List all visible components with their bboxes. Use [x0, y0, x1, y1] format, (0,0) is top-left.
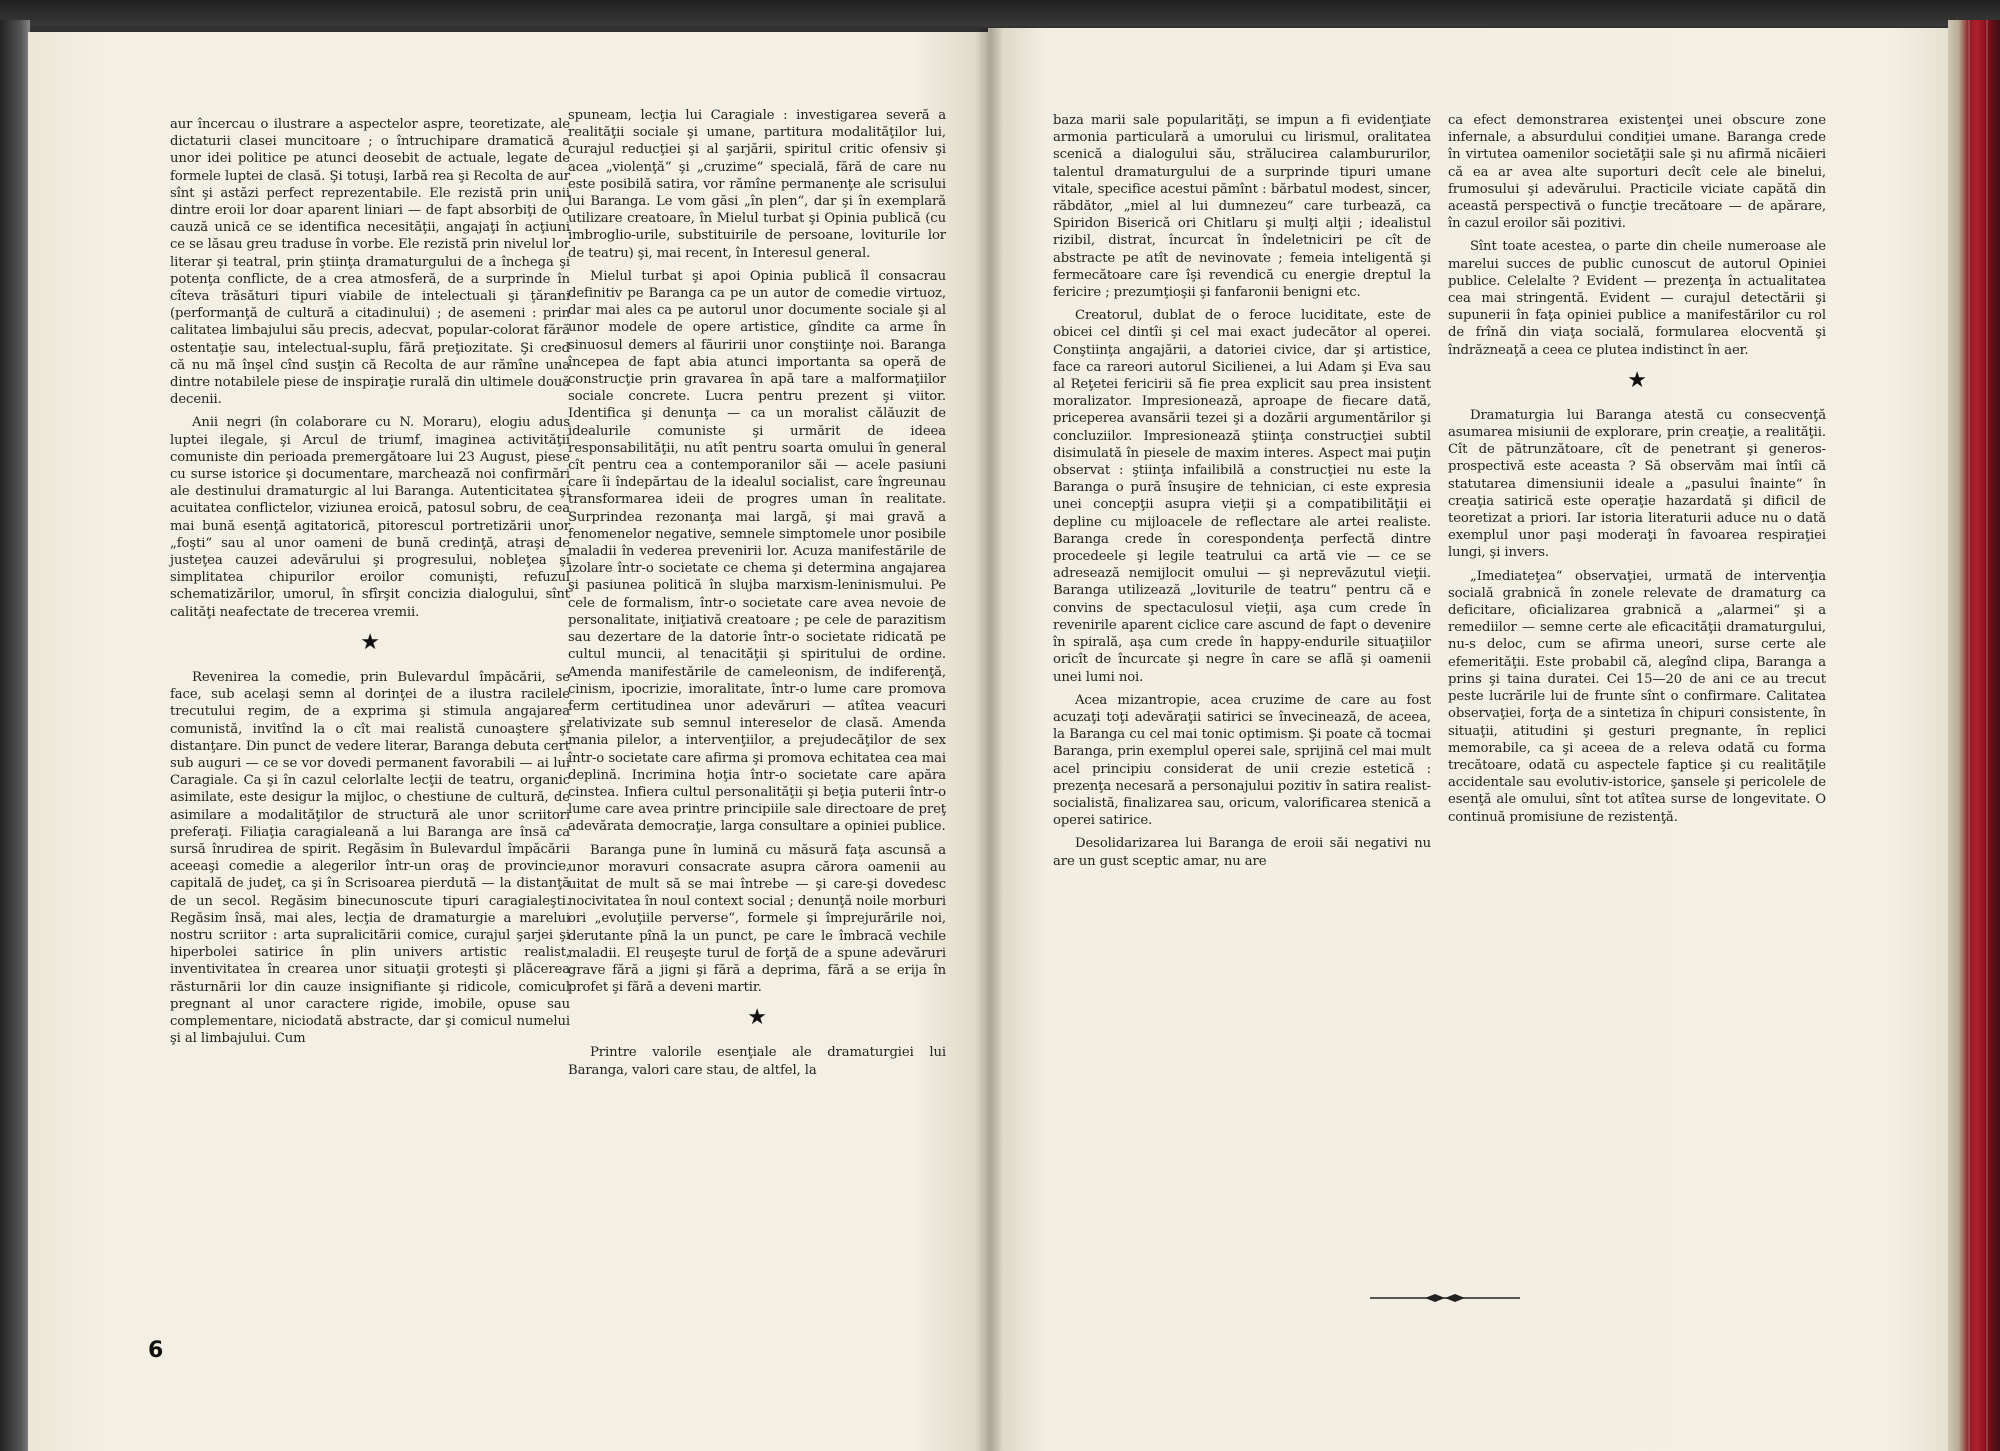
paragraph: Baranga pune în lumină cu măsură faţa ascunsă a unor moravuri consacrate asupra cărora oamenii au uitat de mult să se mai întrebe — şi care-şi dovedesc nocivitatea în noul context social ; denunţă noile morburi ori „evoluţiile perverse“, formele şi împrejurările noi, derutante pînă la un punct, pe care le îmbracă vechile maladii. El reuşeşte turul de forţă de a spune adevăruri grave fără a jigni şi fără a deprima, fără a se erija în profet şi fără a deveni martir.: [568, 842, 946, 996]
paragraph: Revenirea la comedie, prin Bulevardul împăcării, se face, sub acelaşi semn al dorinţei de a ilustra racilele trecutului regim, de a exprima şi stimula angajarea comunistă, invitînd la o cît mai realistă cunoaştere şi distanţare. Din punct de vedere literar, Baranga debuta cert sub auguri — ce se vor dovedi permanent favorabili — ai lui Caragiale. Ca şi în cazul celorlalte lecţii de teatru, organic asimilate, este desigur la mijloc, o chestiune de cultură, de asimilare a modalităţilor de structură ale unor scriitori preferaţi. Filiaţia caragialeană a lui Baranga are însă ca sursă înrudirea de spirit. Regăsim în Bulevardul împăcării aceeaşi comedie a alegerilor într-un oraş de provincie, capitală de judeţ, ca şi în Scrisoarea pierdută — la distanţă de un secol. Regăsim binecunoscute tipuri caragialeşti. Regăsim însă, mai ales, lecţia de dramaturgie a marelui nostru scriitor : arta supralicitării comice, curajul şarjei şi hiperbolei satirice în plin univers artistic realist, inventivitatea în crearea unor situaţii groteşti şi plăcerea răsturnării lor din cauze insignifiante şi ridicole, comicul pregnant al unor caractere rigide, imobile, opuse sau complementare, niciodată abstracte, dar şi comicul numelui şi al limbajului. Cum: [170, 669, 570, 1047]
book-gutter: [975, 28, 1003, 1451]
paragraph: „Imediateţea“ observaţiei, urmată de intervenţia socială grabnică în zonele relevate de dramaturg ca deficitare, oficializarea grabnică a „alarmei“ şi a remediilor — semne certe ale eficacităţii dramaturgului, nu-s deloc, cum se afirma uneori, surse certe ale efemerităţii. Este probabil că, alegînd clipa, Baranga a prins şi taina duratei. Cei 15—20 de ani ce au trecut peste lucrările lui de frunte sînt o confirmare. Calitatea observaţiei, forţa de a sintetiza în chipuri consistente, în situaţii, atitudini şi gesturi pregnante, în replici memorabile, ca şi aceea de a releva odată cu forma trecătoare, odată cu aspectele faptice şi cu realităţile accidentale sau evolutiv-istorice, şansele şi pericolele de esenţă ale omului, sînt tot atîtea surse de longevitate. O continuă promisiune de rezistenţă.: [1448, 568, 1826, 825]
paragraph: baza marii sale popularităţi, se impun a fi evidenţiate armonia particulară a umorului cu lirismul, oralitatea scenică a dialogului său, strălucirea calambururilor, talentul dramaturgului de a surprinde tipuri umane vitale, specifice acestui pămînt : bărbatul modest, sincer, răbdător, „miel al lui dumnezeu“ care turbează, ca Spiridon Biserică ori Chitlaru şi mulţi alţii ; idealistul rizibil, distrat, încurcat în îndeletniciri pe cît de abstracte pe atît de nevinovate ; femeia inteligentă şi fermecătoare care îşi revendică cu energie dreptul la fericire ; prezumţioşii şi fanfaronii benigni etc.: [1053, 113, 1431, 301]
paragraph: Acea mizantropie, acea cruzime de care au fost acuzaţi toţi adevăraţii satirici se învecinează, de aceea, la Baranga cu cel mai tonic optimism. Şi poate că tocmai Baranga, prin exemplul operei sale, sprijină cel mai mult acel principiu considerat de unii crezie estetică : prezenţa necesară a personajului pozitiv în satira realist-socialistă, finalizarea sau, oricum, valorificarea stenică a operei satirice.: [1053, 692, 1431, 829]
paragraph: Printre valorile esenţiale ale dramaturgiei lui Baranga, valori care stau, de altfel, la: [568, 1045, 946, 1078]
book-cover-top-edge: [0, 0, 2000, 26]
paragraph: Sînt toate acestea, o parte din cheile numeroase ale marelui succes de public cunoscut de autorul Opiniei publice. Celelalte ? Evident — prezenţa în actualitatea cea mai stringentă. Evident — curajul detectării şi supunerii în faţa opiniei publice a manifestărilor cu rol de frînă din viaţa socială, formularea elocventă şi îndrăzneaţă a ceea ce plutea indistinct în aer.: [1448, 239, 1826, 358]
right-page-column-1: [1053, 112, 1431, 876]
right-page-column-2: [1448, 112, 1826, 832]
section-star-separator: ★: [1627, 367, 1647, 393]
end-ornament-icon: [1370, 1288, 1520, 1308]
book-binding-edge: [1948, 20, 2000, 1451]
left-page-column-2: [568, 107, 946, 1085]
paragraph: aur încercau o ilustrare a aspectelor aspre, teoretizate, ale dictaturii clasei muncitoare ; o întruchipare dramatică a unor idei politice pe atunci deosebit de actuale, legate de formele luptei de clasă. Şi totuşi, Iarbă rea şi Recolta de aur sînt şi astăzi perfect reprezentabile. Ele rezistă prin unii dintre eroii lor doar aparent liniari — de fapt absorbiţi de o cauză unică ce se identifica necesităţii, angajaţi în acţiuni ce se lăsau greu traduse în vorbe. Ele rezistă prin nivelul lor literar şi teatral, prin ştiinţa dramaturgului de a închega şi potenţa conflicte, de a crea atmosferă, de a surprinde în cîteva trăsături tipuri viabile de intelectuali şi ţărani (performanţă de cultură a citadinului) ; de asemeni : prin calitatea limbajului său precis, adecvat, popular-colorat fără ostentaţie sau, intelectual-suplu, fără preţiozitate. Şi cred că nu mă înşel cînd susţin că Recolta de aur rămîne una dintre notabilele piese de inspiraţie rurală din ultimele două decenii.: [170, 117, 570, 408]
paragraph: Mielul turbat şi apoi Opinia publică îl consacrau definitiv pe Baranga ca pe un autor de comedie virtuoz, dar mai ales ca pe autorul unor documente sociale şi al unor modele de opere artistice, gîndite ca arme în sinuosul demers al făuririi unor conştiinţe noi. Baranga începea de fapt abia atunci importanta sa operă de construcţie prin gravarea în apă tare a malformaţiilor sociale concrete. Lucra pentru prezent şi viitor. Identifica şi denunţa — ca un moralist călăuzit de idealurile comuniste şi urmărit de ideea responsabilităţii, nu atît pentru soarta omului în general cît pentru cea a contemporanilor săi — acele pasiuni care îi îndepărtau de la idealul socialist, care îngreunau transformarea ideii de progres uman în realitate. Surprindea rezonanţa mai largă, şi mai gravă a fenomenelor negative, semnele simptomele unor posibile maladii în vederea prevenirii lor. Acuza manifestările de izolare într-o societate ce chema şi determina angajarea şi pasiunea politică în slujba marxism-leninismului. Pe cele de formalism, într-o societate care avea nevoie de personalitate, iniţiativă creatoare ; pe cele de parazitism sau dezertare de la datorie într-o societate ridicată pe cultul muncii, al tenacităţii şi spiritului de ordine. Amenda manifestările de cameleonism, de indiferenţă, cinism, ipocrizie, imoralitate, într-o lume care promova ferm certitudinea unor adevăruri — atîtea veacuri relativizate sub semnul intereselor de clasă. Amenda mania pilelor, a intervenţiilor, a prejudecăţilor de sex într-o societate care afirma şi promova echitatea cea mai deplină. Incrimina hoţia într-o societate care apăra cinstea. Infiera cultul personalităţii şi beţia puterii într-o lume care avea printre principiile sale directoare de preţ adevărata democraţie, larga consultare a opiniei publice.: [568, 268, 946, 835]
paragraph: Dramaturgia lui Baranga atestă cu consecvenţă asumarea misiunii de explorare, prin creaţie, a realităţii. Cît de pătrunzătoare, cît de penetrant şi generos-prospectivă este aceasta ? Să observăm mai întîi că statutarea dimensiunii ideale a „pasului înainte“ în creaţia satirică este operaţie hazardată şi dificil de teoretizat a priori. Iar istoria literaturii aduce nu o dată exemplul unor paşi moderaţi în favoarea respiraţiei lungi, şi invers.: [1448, 407, 1826, 561]
left-page-column-1: [170, 116, 570, 1053]
paragraph: Creatorul, dublat de o feroce luciditate, este de obicei cel dintîi şi cel mai exact judecător al operei. Conştiinţa angajării, a datoriei civice, dar şi artistice, face ca rareori autorul Sicilienei, a lui Adam şi Eva sau al Reţetei fericirii să fie prea explicit sau prea insistent moralizator. Impresionează, aproape de fiecare dată, priceperea avansării tezei şi a dozării argumentărilor şi concluziilor. Impresionează ştiinţa construcţiei subtil disimulată în piesele de maxim interes. Aspect mai puţin observat : ştiinţa infailibilă a construcţiei nu este la Baranga o pură însuşire de tehnician, ci este expresia unei concepţii asupra vieţii şi a compatibilităţii ei depline cu mijloacele de reflectare ale artei realiste. Baranga crede în corespondenţa perfectă dintre procedeele şi legile teatrului ca artă vie — ce se adresează nemijlocit omului — şi neprevăzutul vieţii. Baranga utilizează „loviturile de teatru“ pentru că e convins de spectaculosul vieţii, aşa cum crede în revenirile aparent ciclice care ascund de fapt o devenire în spirală, aşa cum crede în happy-endurile situaţiilor oricît de încurcate şi negre în care se află şi oamenii unei lumi noi.: [1053, 308, 1431, 685]
paragraph: Desolidarizarea lui Baranga de eroii săi negativi nu are un gust sceptic amar, nu are: [1053, 836, 1431, 869]
book-cover-left-edge: [0, 20, 30, 1451]
paragraph: spuneam, lecţia lui Caragiale : investigarea severă a realităţii sociale şi umane, partitura modalităţilor lui, curajul reducţiei şi al şarjării, spiritul critic ofensiv şi acea „violenţă“ şi „cruzime“ specială, fără de care nu este posibilă satira, vor rămîne permanenţe ale scrisului lui Baranga. Le vom găsi „în plen“, dar şi în exemplară utilizare creatoare, în Mielul turbat şi Opinia publică (cu imbroglio-urile, substituirile de persoane, loviturile lor de teatru) şi, mai recent, în Interesul general.: [568, 108, 946, 261]
section-star-separator: ★: [360, 629, 380, 655]
paragraph: Anii negri (în colaborare cu N. Moraru), elogiu adus luptei ilegale, şi Arcul de triumf, imaginea activităţii comuniste din perioada premergătoare lui 23 August, piese cu surse istorice şi documentare, marchează noi confirmări ale destinului dramaturgic al lui Baranga. Autenticitatea şi acuitatea conflictelor, viziunea eroică, patosul sobru, de cea mai bună esenţă agitatorică, pitorescul portretizării unor „foşti“ sau al unor oameni de bună credinţă, atraşi de justeţea cauzei adevărului şi progresului, nobleţea şi simplitatea chipurilor eroilor comunişti, refuzul schematizărilor, umorul, în sfîrşit concizia dialogului, sînt calităţi neafectate de trecerea vremii.: [170, 415, 570, 620]
section-star-separator: ★: [747, 1005, 767, 1031]
page-number: 6: [148, 1338, 164, 1363]
paragraph: ca efect demonstrarea existenţei unei obscure zone infernale, a absurdului condiţiei umane. Baranga crede în virtutea oamenilor societăţii sale şi nu afirmă nicăieri că ea ar avea alte suporturi decît cele ale binelui, frumosului şi adevărului. Practicile viciate capătă din această perspectivă o funcţie trecătoare — de apărare, în cazul eroilor săi pozitivi.: [1448, 113, 1826, 232]
